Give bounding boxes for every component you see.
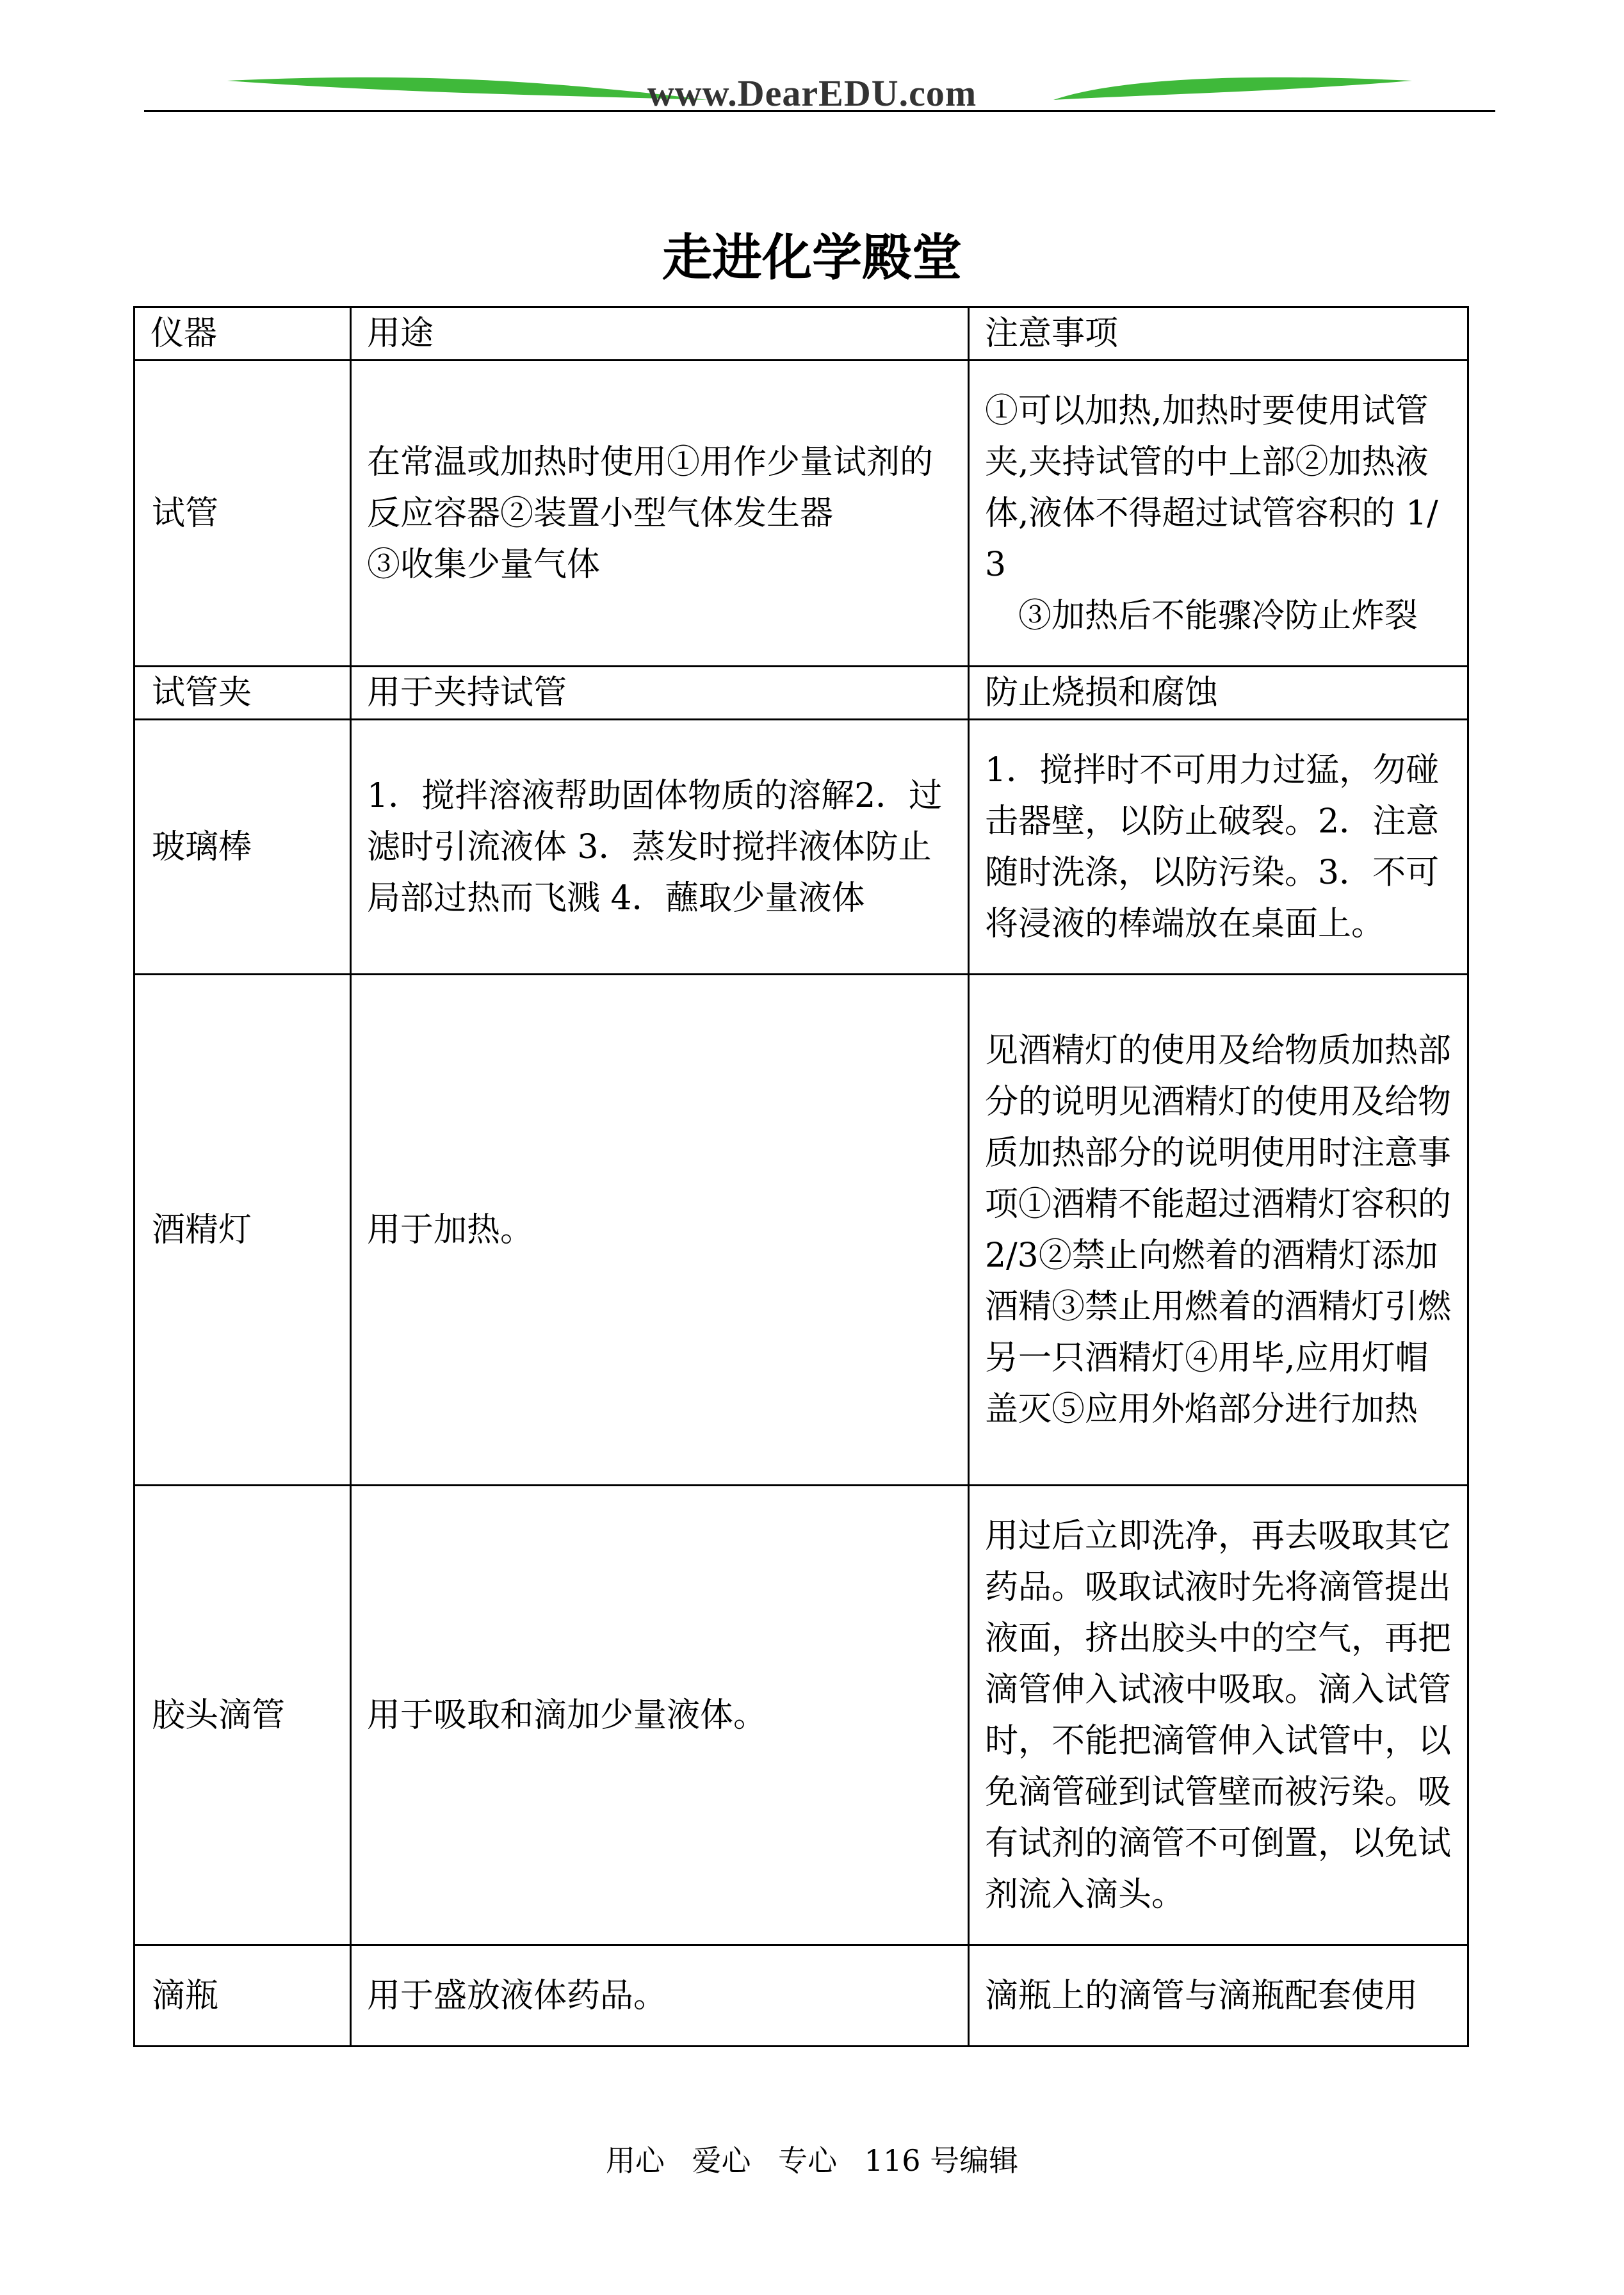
instrument-name: 玻璃棒 (134, 720, 351, 975)
header-notes: 注意事项 (969, 307, 1468, 361)
instrument-use: 在常温或加热时使用①用作少量试剂的反应容器②装置小型气体发生器 ③收集少量气体 (351, 361, 969, 667)
instrument-use: 用于盛放液体药品。 (351, 1945, 969, 2047)
footer-text: 爱心 (692, 2143, 751, 2178)
instrument-name: 滴瓶 (134, 1945, 351, 2047)
instrument-use: 用于吸取和滴加少量液体。 (351, 1486, 969, 1945)
instrument-notes: 用过后立即洗净，再去吸取其它药品。吸取试液时先将滴管提出液面，挤出胶头中的空气，再把滴管伸入试液中吸取。滴入试管时，不能把滴管伸入试管中，以免滴管碰到试管壁而被污染。吸有试剂的滴管不可倒置，以免试剂流入滴头。 (969, 1486, 1468, 1945)
instrument-notes: 1．搅拌时不可用力过猛，勿碰击器壁，以防止破裂。2．注意随时洗涤，以防污染。3．不可将浸液的棒端放在桌面上。 (969, 720, 1468, 975)
table-row (134, 667, 1468, 720)
table-header-row (134, 307, 1468, 361)
page-footer (0, 2137, 1624, 2180)
instrument-name: 胶头滴管 (134, 1486, 351, 1945)
table-row (134, 1486, 1468, 1945)
header-use: 用途 (351, 307, 969, 361)
header-brand: www.DearEDU.com (647, 72, 977, 114)
instrument-name: 酒精灯 (134, 975, 351, 1486)
header-rule (144, 110, 1495, 112)
footer-text: 用心 (605, 2143, 665, 2178)
instrument-name: 试管 (134, 361, 351, 667)
table-row (134, 720, 1468, 975)
instrument-use: 用于夹持试管 (351, 667, 969, 720)
page-title: 走进化学殿堂 (662, 229, 962, 287)
footer-text: 专心 (778, 2143, 838, 2178)
table-row (134, 361, 1468, 667)
instrument-name: 试管夹 (134, 667, 351, 720)
header-instrument: 仪器 (134, 307, 351, 361)
instrument-table (133, 306, 1469, 2047)
footer-text: 116 号编辑 (864, 2143, 1019, 2178)
table-row (134, 1945, 1468, 2047)
table-row (134, 975, 1468, 1486)
instrument-notes: 防止烧损和腐蚀 (969, 667, 1468, 720)
instrument-notes: 见酒精灯的使用及给物质加热部分的说明见酒精灯的使用及给物质加热部分的说明使用时注意事项①酒精不能超过酒精灯容积的 2/3②禁止向燃着的酒精灯添加酒精③禁止用燃着的酒精灯引燃另一只酒精灯④用毕,应用灯帽盖灭⑤应用外焰部分进行加热 (969, 975, 1468, 1486)
instrument-notes: ①可以加热,加热时要使用试管夹,夹持试管的中上部②加热液体,液体不得超过试管容积的 1/3 ③加热后不能骤冷防止炸裂 (969, 361, 1468, 667)
instrument-use: 用于加热。 (351, 975, 969, 1486)
instrument-use: 1．搅拌溶液帮助固体物质的溶解2．过滤时引流液体 3．蒸发时搅拌液体防止局部过热而飞溅 4．蘸取少量液体 (351, 720, 969, 975)
instrument-notes: 滴瓶上的滴管与滴瓶配套使用 (969, 1945, 1468, 2047)
